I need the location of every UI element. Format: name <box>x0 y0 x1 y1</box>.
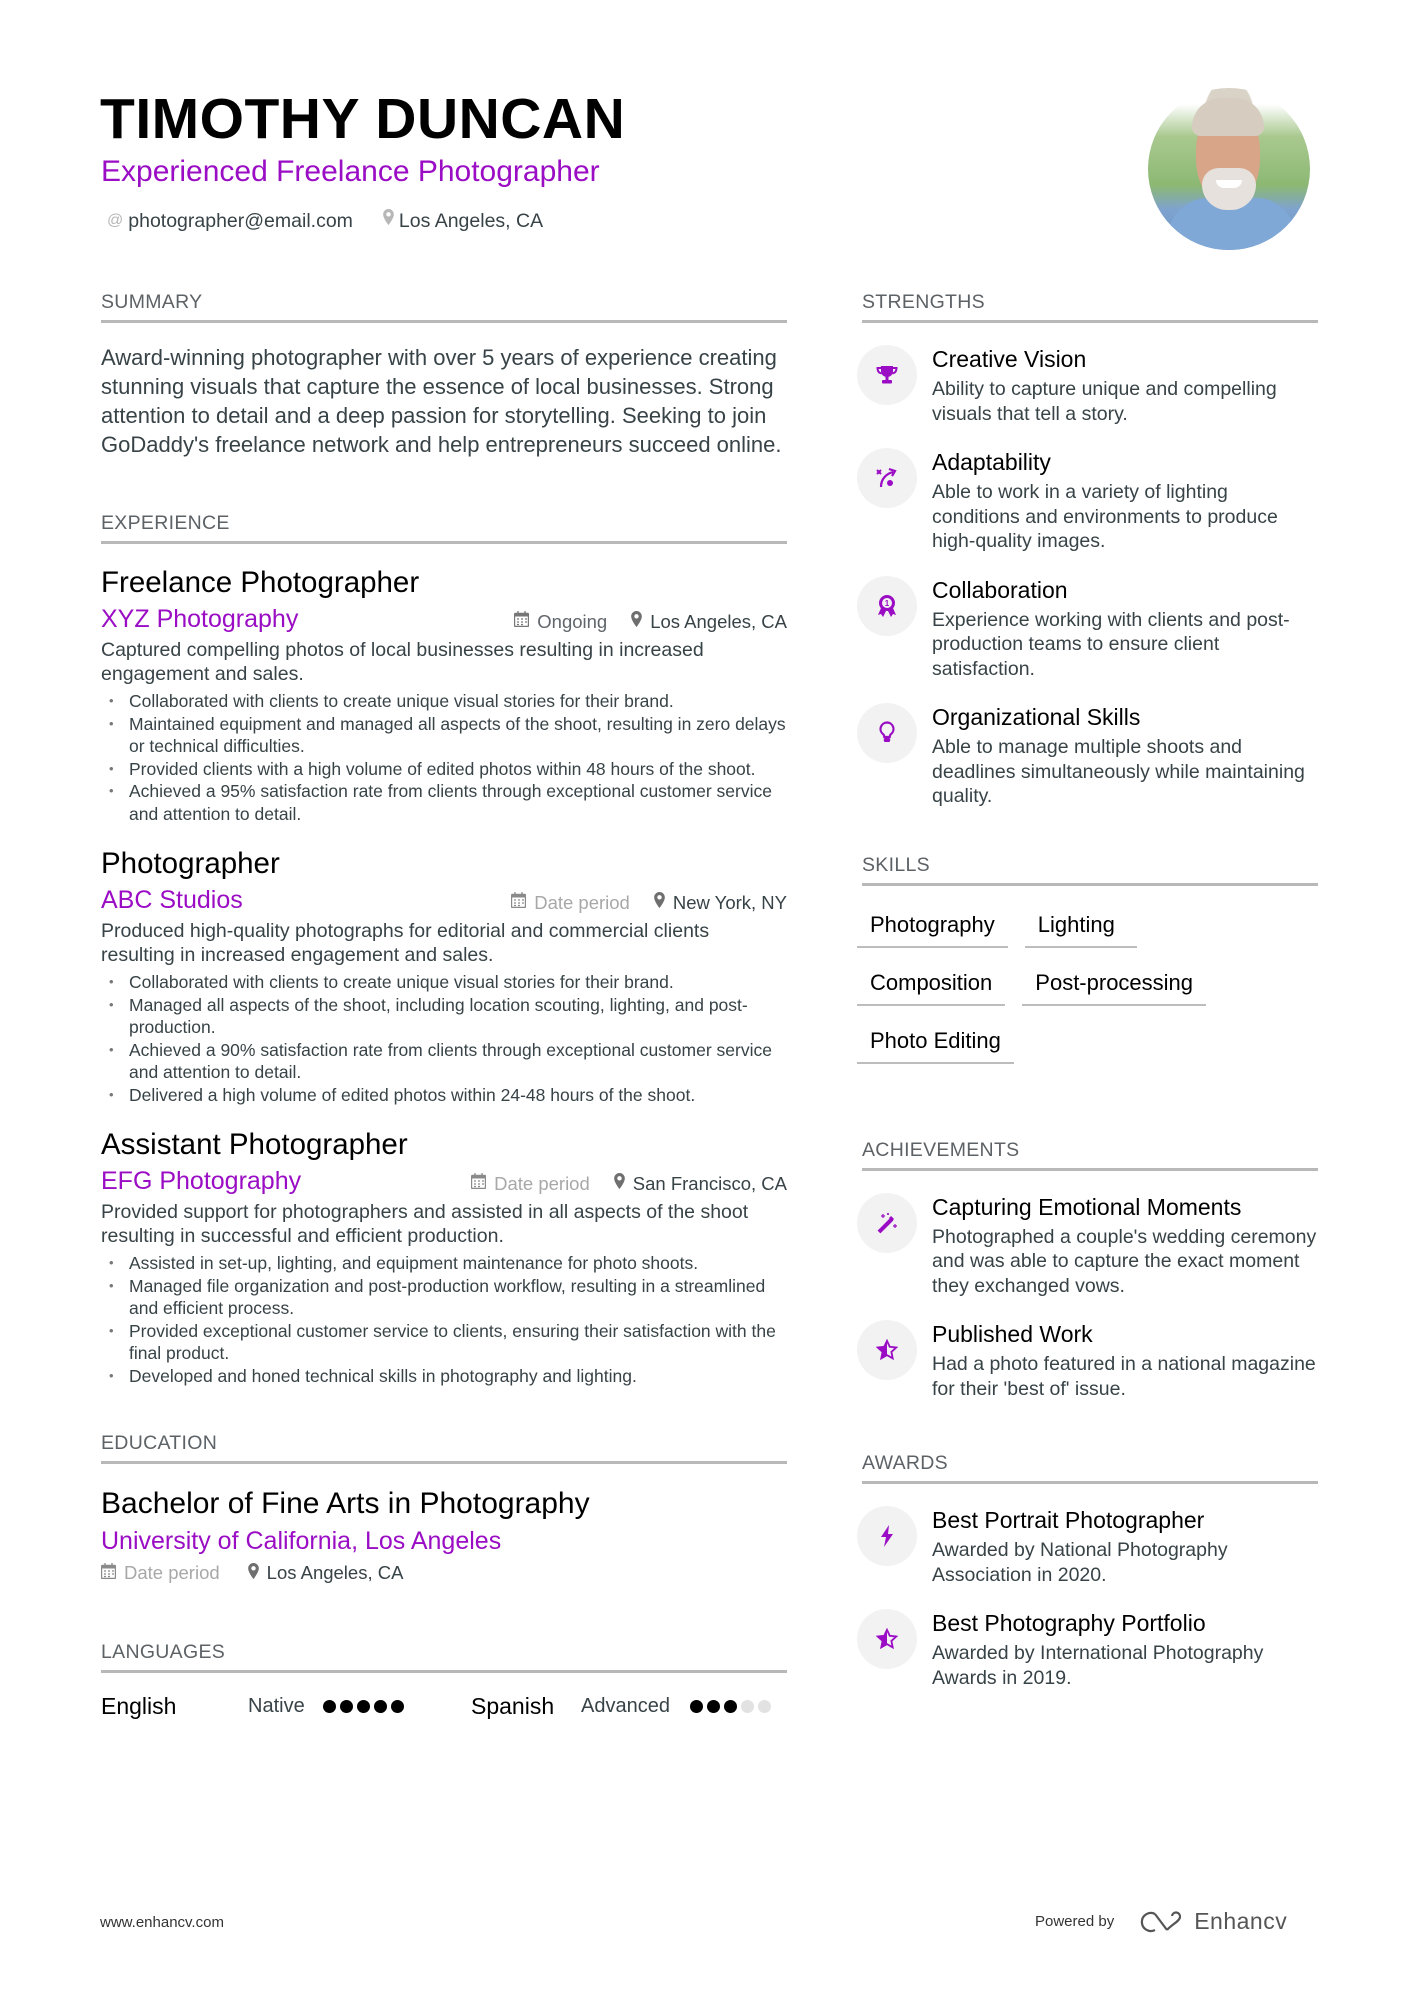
bullet-item: • Managed all aspects of the shoot, including location scouting, lighting, and post-production. <box>101 994 787 1039</box>
section-title-summary: SUMMARY <box>101 290 787 323</box>
bullet-item: • Provided exceptional customer service to clients, ensuring their satisfaction with the final product. <box>101 1320 787 1365</box>
calendar-icon <box>511 892 526 913</box>
job-entry <box>101 564 787 825</box>
proficiency-dots <box>690 1700 771 1713</box>
award-ribbon-icon <box>857 576 917 636</box>
award-item <box>862 1609 1318 1690</box>
bullet-item: • Achieved a 95% satisfaction rate from clients through exceptional customer service and attention to detail. <box>101 780 787 825</box>
at-icon: @ <box>107 212 124 229</box>
bullet-item: • Achieved a 90% satisfaction rate from clients through exceptional customer service and attention to detail. <box>101 1039 787 1084</box>
summary-text: Award-winning photographer with over 5 years of experience creating stunning visuals that capture the essence of local businesses. Strong attention to detail and a deep passion for storytelling. Seeking to join GoDaddy's freelance network and help entrepreneurs succeed online. <box>101 345 782 457</box>
section-title-education: EDUCATION <box>101 1431 787 1464</box>
skill-tag: Composition <box>857 958 1005 1006</box>
map-pin-icon <box>383 208 394 234</box>
job-description: Provided support for photographers and assisted in all aspects of the shoot resulting in successful and efficient production. <box>101 1201 749 1247</box>
company-name: EFG Photography <box>101 1167 302 1195</box>
right-column <box>862 290 1318 1690</box>
strength-item <box>862 576 1318 682</box>
footer-branding <box>1035 1908 1287 1935</box>
skill-tag: Lighting <box>1025 900 1137 948</box>
bullet-item: • Collaborated with clients to create unique visual stories for their brand. <box>101 971 787 994</box>
section-title-experience: EXPERIENCE <box>101 511 787 544</box>
section-title-strengths: STRENGTHS <box>862 290 1318 323</box>
strength-item <box>862 448 1318 554</box>
job-entry <box>101 845 787 1106</box>
magic-wand-icon <box>857 1193 917 1253</box>
job-title: Photographer <box>101 847 280 880</box>
enhancv-logo[interactable] <box>1138 1908 1287 1935</box>
achievement-desc: Photographed a couple's wedding ceremony and was able to capture the exact moment they exchanged vows. <box>932 1225 1317 1297</box>
strength-desc: Ability to capture unique and compelling visuals that tell a story. <box>932 378 1277 425</box>
award-desc: Awarded by National Photography Association in 2020. <box>932 1539 1228 1586</box>
achievement-title: Published Work <box>932 1321 1093 1347</box>
strength-item <box>862 703 1318 809</box>
job-date: Date period <box>494 1172 590 1194</box>
job-location: San Francisco, CA <box>632 1172 787 1194</box>
language-name: English <box>101 1693 177 1719</box>
achievement-item <box>862 1320 1318 1401</box>
education-section <box>101 1431 787 1584</box>
proficiency-dots <box>323 1700 404 1713</box>
degree-title: Bachelor of Fine Arts in Photography <box>101 1487 590 1520</box>
map-pin-icon <box>248 1563 259 1584</box>
award-desc: Awarded by International Photography Awards in 2019. <box>932 1642 1264 1689</box>
language-item <box>101 1693 471 1720</box>
map-pin-icon <box>614 1173 625 1194</box>
experience-section <box>101 511 787 1387</box>
trophy-icon <box>857 345 917 405</box>
map-pin-icon <box>631 611 642 632</box>
job-location: New York, NY <box>672 891 787 913</box>
enhancv-logo-icon <box>1138 1910 1184 1934</box>
section-title-achievements: ACHIEVEMENTS <box>862 1138 1318 1171</box>
strength-desc: Able to work in a variety of lighting conditions and environments to produce high-quality images. <box>932 481 1278 552</box>
section-title-languages: LANGUAGES <box>101 1640 787 1673</box>
summary-section <box>101 290 787 459</box>
footer-website[interactable]: www.enhancv.com <box>100 1914 224 1931</box>
job-description: Produced high-quality photographs for editorial and commercial clients resulting in increased engagement and sales. <box>101 920 710 966</box>
language-item <box>471 1693 771 1720</box>
candidate-name: TIMOTHY DUNCAN <box>100 87 626 151</box>
brand-name: Enhancv <box>1194 1908 1288 1934</box>
calendar-icon <box>101 1563 116 1584</box>
strength-title: Collaboration <box>932 576 1068 603</box>
company-name: XYZ Photography <box>101 605 299 633</box>
achievements-section <box>862 1138 1318 1402</box>
bullet-item: • Collaborated with clients to create unique visual stories for their brand. <box>101 690 787 713</box>
awards-section <box>862 1451 1318 1690</box>
achievement-title: Capturing Emotional Moments <box>932 1193 1242 1220</box>
job-title: Assistant Photographer <box>101 1128 408 1161</box>
job-description: Captured compelling photos of local businesses resulting in increased engagement and sales. <box>101 639 704 685</box>
lightning-bolt-icon <box>857 1506 917 1566</box>
job-title: Freelance Photographer <box>101 566 420 599</box>
job-date: Date period <box>534 891 630 913</box>
calendar-icon <box>471 1173 486 1194</box>
bullet-item: • Provided clients with a high volume of edited photos within 48 hours of the shoot. <box>101 758 787 781</box>
bullet-item: • Assisted in set-up, lighting, and equipment maintenance for photo shoots. <box>101 1252 787 1275</box>
star-half-icon <box>857 1320 917 1380</box>
skill-tag: Photo Editing <box>857 1016 1014 1064</box>
strengths-section <box>862 290 1318 809</box>
award-item <box>862 1506 1318 1587</box>
bullet-item: • Maintained equipment and managed all aspects of the shoot, resulting in zero delays or technical difficulties. <box>101 713 787 758</box>
languages-section <box>101 1640 787 1720</box>
section-title-skills: SKILLS <box>862 853 1318 886</box>
profile-photo <box>1148 88 1310 250</box>
powered-by-label: Powered by <box>1035 1913 1115 1930</box>
contact-email[interactable] <box>107 208 353 234</box>
award-title: Best Portrait Photographer <box>932 1507 1205 1533</box>
skill-tag: Photography <box>857 900 1008 948</box>
achievement-desc: Had a photo featured in a national magazine for their 'best of' issue. <box>932 1353 1316 1400</box>
strength-desc: Experience working with clients and post-production teams to ensure client satisfaction. <box>932 608 1290 680</box>
strength-title: Organizational Skills <box>932 704 1141 730</box>
job-entry <box>101 1126 787 1387</box>
svg-text:1: 1 <box>884 598 890 608</box>
skills-section <box>862 853 1318 1074</box>
left-column <box>101 290 787 1720</box>
location-text: Los Angeles, CA <box>398 210 544 232</box>
contact-location <box>383 208 543 234</box>
bullet-item: • Managed file organization and post-production workflow, resulting in a streamlined and efficient process. <box>101 1275 787 1320</box>
strength-title: Adaptability <box>932 449 1051 475</box>
language-level: Native <box>248 1695 305 1717</box>
calendar-icon <box>514 611 529 632</box>
lightbulb-icon <box>857 703 917 763</box>
job-date: Ongoing <box>537 610 608 632</box>
education-date: Date period <box>124 1562 220 1583</box>
job-bullets <box>101 690 787 825</box>
award-title: Best Photography Portfolio <box>932 1610 1206 1636</box>
language-level: Advanced <box>581 1695 670 1717</box>
map-pin-icon <box>654 892 665 913</box>
skill-tag: Post-processing <box>1022 958 1206 1006</box>
bullet-item: • Developed and honed technical skills in photography and lighting. <box>101 1365 787 1388</box>
achievement-item <box>862 1193 1318 1299</box>
school-name: University of California, Los Angeles <box>101 1527 502 1555</box>
skill-tags <box>857 900 1317 1074</box>
strength-desc: Able to manage multiple shoots and deadlines simultaneously while maintaining quality. <box>932 736 1305 807</box>
contact-info <box>107 208 543 234</box>
strength-title: Creative Vision <box>932 346 1087 372</box>
candidate-headline: Experienced Freelance Photographer <box>101 155 600 188</box>
bullet-item: • Delivered a high volume of edited photos within 24-48 hours of the shoot. <box>101 1084 787 1107</box>
job-bullets <box>101 971 787 1106</box>
education-location: Los Angeles, CA <box>266 1562 404 1583</box>
route-icon <box>857 448 917 508</box>
job-location: Los Angeles, CA <box>650 610 787 632</box>
section-title-awards: AWARDS <box>862 1451 1318 1484</box>
job-bullets <box>101 1252 787 1387</box>
strength-item <box>862 345 1318 426</box>
company-name: ABC Studios <box>101 886 243 914</box>
star-half-icon <box>857 1609 917 1669</box>
email-text: photographer@email.com <box>128 210 353 232</box>
language-name: Spanish <box>471 1693 555 1719</box>
